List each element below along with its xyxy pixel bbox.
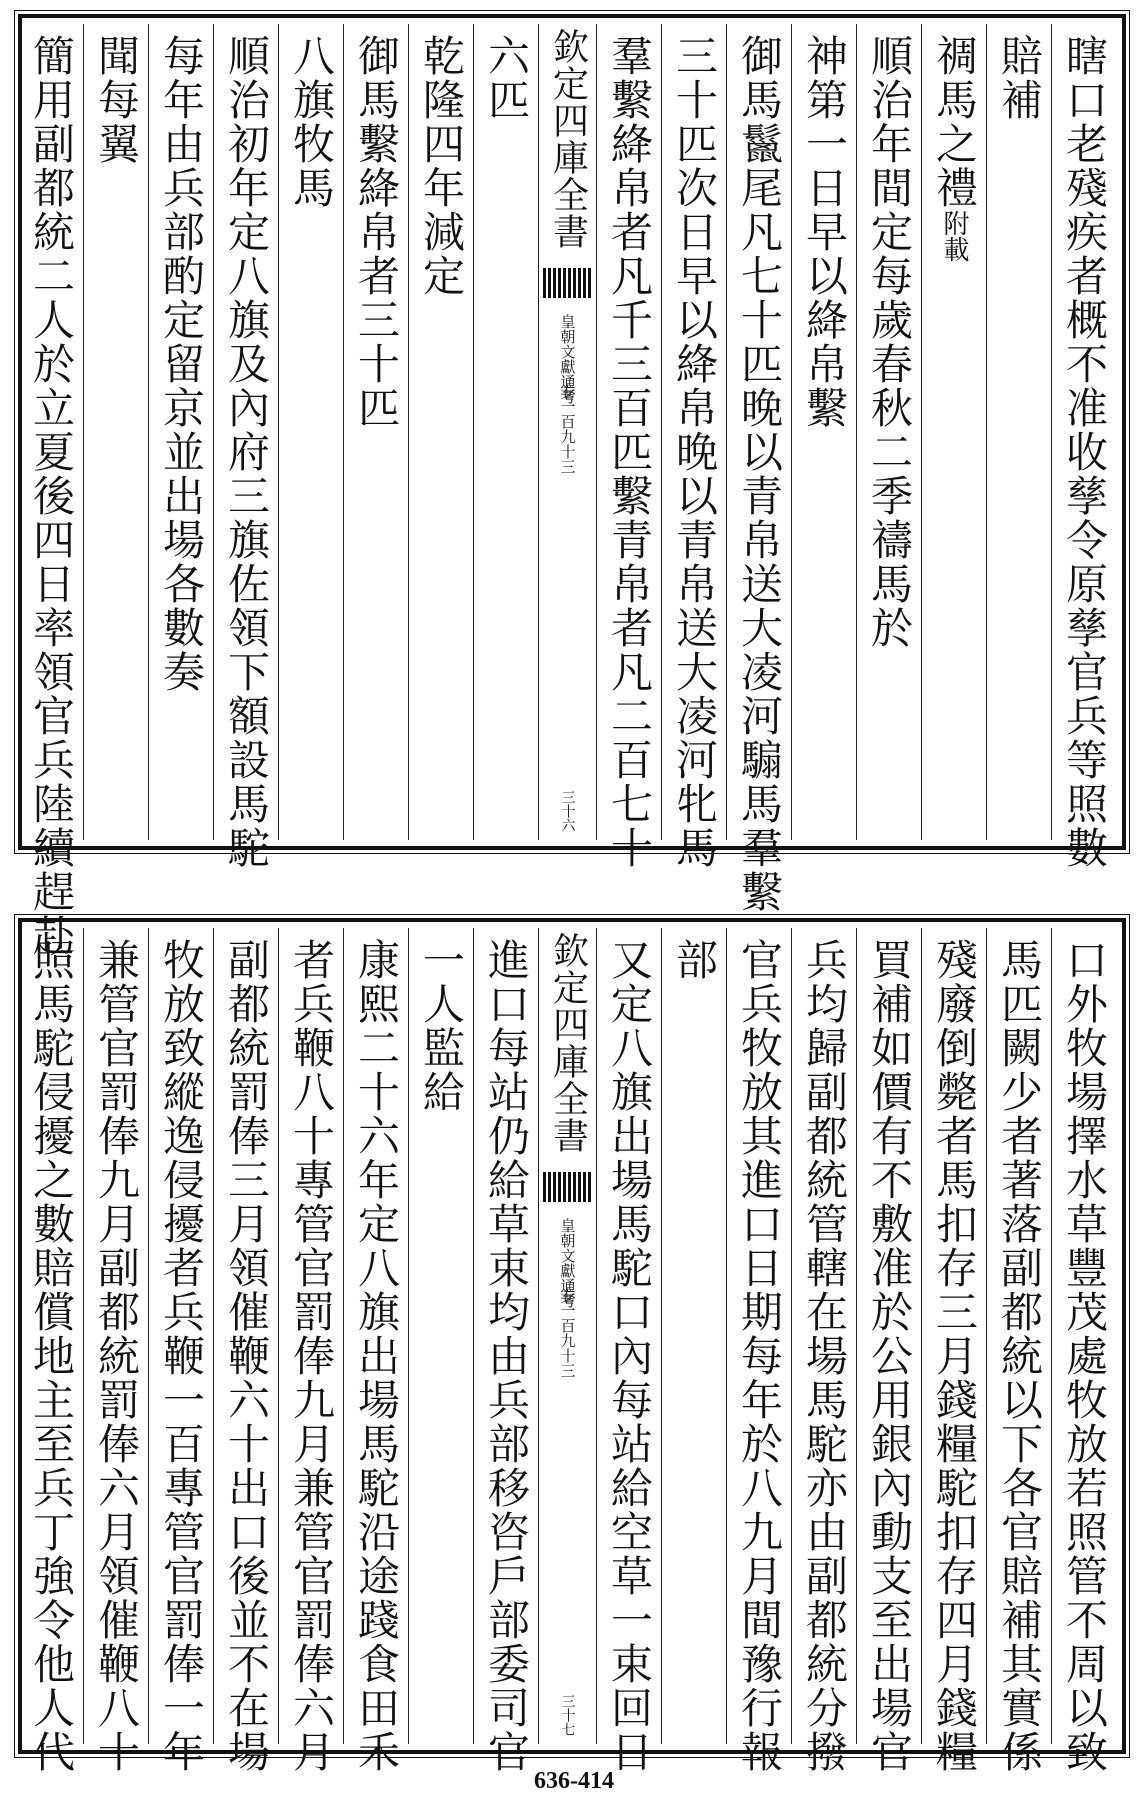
column-main-text: 禂馬之禮: [930, 34, 979, 210]
text-column: 御馬鬣尾凡七十匹晚以青帛送大凌河騸馬羣繫: [726, 24, 791, 840]
text-column: 部: [661, 928, 726, 1744]
center-fold: [538, 928, 596, 1744]
text-column: 照馬駝侵擾之數賠償地主至兵丁強令他人代: [27, 938, 76, 1774]
text-column: 御馬繫絳帛者三十匹: [343, 24, 408, 840]
text-column: 聞每翼: [83, 24, 148, 840]
fishtail-mark: [543, 1172, 592, 1202]
source-title: 皇朝文獻通考: [558, 314, 577, 404]
text-column: 神第一日早以絳帛繫: [791, 24, 856, 840]
text-column: 口外牧場擇水草豐茂處牧放若照管不周以致: [1051, 928, 1116, 1744]
text-column: 兵均歸副都統管轄在場馬駝亦由副都統分撥: [791, 928, 856, 1744]
text-column: 乾隆四年減定: [408, 24, 473, 840]
text-column: 者兵鞭八十專管官罰俸九月兼管官罰俸六月: [278, 928, 343, 1744]
text-column: 副都統罰俸三月領催鞭六十出口後並不在場: [213, 928, 278, 1744]
text-column: 順治年間定每歲春秋二季禱馬於: [856, 24, 921, 840]
page-number: 三十六: [559, 790, 576, 832]
volume-label: 卷一百九十三: [558, 384, 577, 474]
lower-page: [18, 918, 1126, 1774]
annotation-note: 附載: [939, 210, 969, 262]
upper-page: [18, 14, 1126, 958]
upper-columns: [27, 24, 1116, 958]
text-column: 殘廢倒斃者馬扣存三月錢糧駝扣存四月錢糧: [921, 928, 986, 1744]
text-column: 康熙二十六年定八旗出場馬駝沿途踐食田禾: [343, 928, 408, 1744]
text-column: 瞎口老殘疾者概不准收孳令原孳官兵等照數: [1051, 24, 1116, 840]
text-column: 羣繫絳帛者凡千三百匹繫青帛者凡二百七十: [596, 24, 661, 840]
text-column: 買補如價有不敷准於公用銀內動支至出場官: [856, 928, 921, 1744]
fishtail-mark: [543, 268, 592, 298]
text-column: 牧放致縱逸侵擾者兵鞭一百專管官罰俸一年: [148, 928, 213, 1744]
lower-columns: [27, 928, 1116, 1774]
text-column: 每年由兵部酌定留京並出場各數奏: [148, 24, 213, 840]
volume-label: 卷一百九十三: [558, 1288, 577, 1378]
text-column: 馬匹闕少者著落副都統以下各官賠補其實係: [986, 928, 1051, 1744]
book-title: 欽定四庫全書: [547, 28, 589, 250]
text-column: 又定八旗出場馬駝口內每站給空草一束回日: [596, 928, 661, 1744]
text-column: 簡用副都統二人於立夏後四日率領官兵陸續趕赴: [27, 34, 76, 958]
source-title: 皇朝文獻通考: [558, 1218, 577, 1308]
text-column: [921, 24, 986, 840]
book-title: 欽定四庫全書: [547, 932, 589, 1154]
text-column: 官兵牧放其進口日期每年於八九月間豫行報: [726, 928, 791, 1744]
text-column: 賠補: [986, 24, 1051, 840]
text-column: 兼管官罰俸九月副都統罰俸六月領催鞭八十: [83, 928, 148, 1744]
center-fold: [538, 24, 596, 840]
page-footer-number: 636-414: [534, 1768, 614, 1794]
text-column: 順治初年定八旗及內府三旗佐領下額設馬駝: [213, 24, 278, 840]
text-column: 三十匹次日早以絳帛晚以青帛送大凌河牝馬: [661, 24, 726, 840]
page-number: 三十七: [559, 1694, 576, 1736]
text-column: 進口每站仍給草束均由兵部移咨戶部委司官: [473, 928, 538, 1744]
text-column: 六匹: [473, 24, 538, 840]
text-column: 八旗牧馬: [278, 24, 343, 840]
text-column: 一人監給: [408, 928, 473, 1744]
